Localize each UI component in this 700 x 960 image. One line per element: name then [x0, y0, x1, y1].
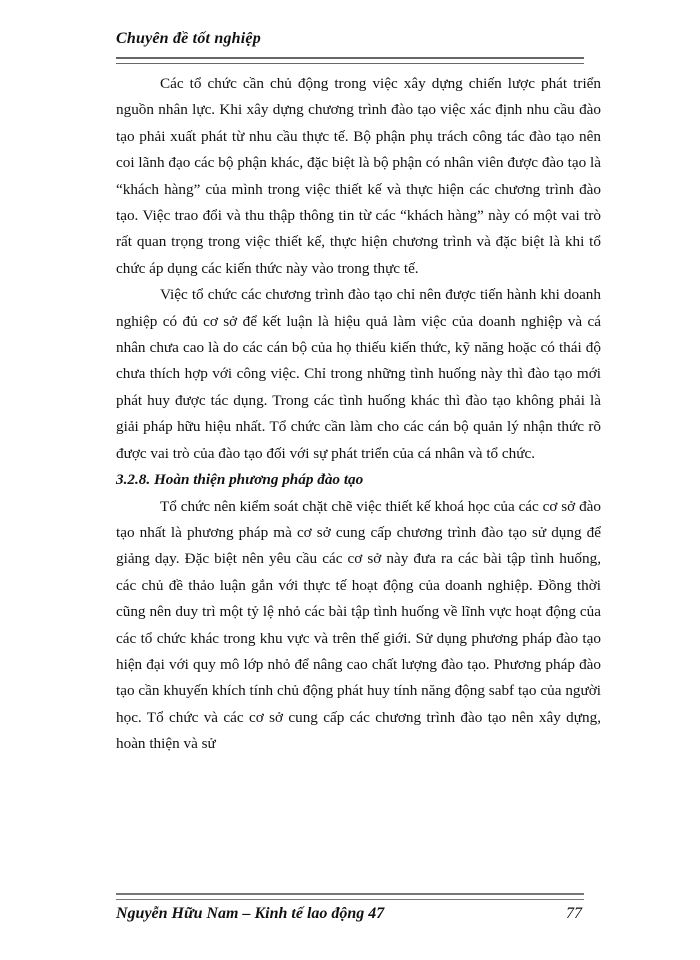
body-paragraph-2: Việc tổ chức các chương trình đào tạo chỉ nên được tiến hành khi doanh nghiệp có đủ cơ sở để kết luận là hiệu quả làm việc của doanh nghiệp và cá nhân chưa cao là do các cán bộ của họ thiếu kiến thức, kỹ năng hoặc có thái độ chưa thích hợp với công việc. Chỉ trong những tình huống này thì đào tạo mới phát huy được tác dụng. Trong các tình huống khác thì đào tạo không phải là giải pháp hữu hiệu nhất. Tổ chức cần làm cho các cán bộ quản lý nhận thức rõ được vai trò của đào tạo đối với sự phát triển của cá nhân và tổ chức.: [116, 286, 601, 462]
footer-author: Nguyễn Hữu Nam – Kinh tế lao động 47: [116, 905, 385, 922]
body-paragraph-3: Tổ chức nên kiểm soát chặt chẽ việc thiết kế khoá học của các cơ sở đào tạo nhất là phương pháp mà cơ sở cung cấp chương trình đào tạo sử dụng để giảng dạy. Đặc biệt nên yêu cầu các cơ sở này đưa ra các bài tập tình huống, các chủ đề thảo luận gắn với thực tế hoạt động của doanh nghiệp. Đồng thời cũng nên duy trì một tỷ lệ nhỏ các bài tập tình huống về lĩnh vực hoạt động của các tổ chức khác trong khu vực và trên thế giới. Sử dụng phương pháp đào tạo hiện đại với quy mô lớp nhỏ để nâng cao chất lượng đào tạo. Phương pháp đào tạo cần khuyến khích tính chủ động phát huy tính năng động sabf tạo của người học. Tổ chức và các cơ sở cung cấp các chương trình đào tạo nên xây dựng, hoàn thiện và sử: [116, 497, 601, 753]
footer-divider: [116, 893, 584, 900]
document-body: [116, 71, 601, 758]
body-paragraph-1: Các tổ chức cần chủ động trong việc xây dựng chiến lược phát triển nguồn nhân lực. Khi xây dựng chương trình đào tạo việc xác định nhu cầu đào tạo phải xuất phát từ nhu cầu thực tế. Bộ phận phụ trách công tác đào tạo nên coi lãnh đạo các bộ phận khác, đặc biệt là bộ phận có nhân viên được đào tạo là “khách hàng” của mình trong việc thiết kế và thực hiện các chương trình đào tạo. Việc trao đổi và thu thập thông tin từ các “khách hàng” này có một vai trò rất quan trọng trong việc thiết kế, thực hiện chương trình và đặc biệt là khi tổ chức áp dụng các kiến thức này vào trong thực tế.: [116, 75, 601, 277]
page-footer: [116, 905, 582, 923]
header-divider: [116, 57, 584, 64]
page-number: 77: [566, 905, 582, 922]
section-heading: 3.2.8. Hoàn thiện phương pháp đào tạo: [116, 471, 364, 489]
page-header-title: Chuyên đề tốt nghiệp: [116, 30, 261, 47]
